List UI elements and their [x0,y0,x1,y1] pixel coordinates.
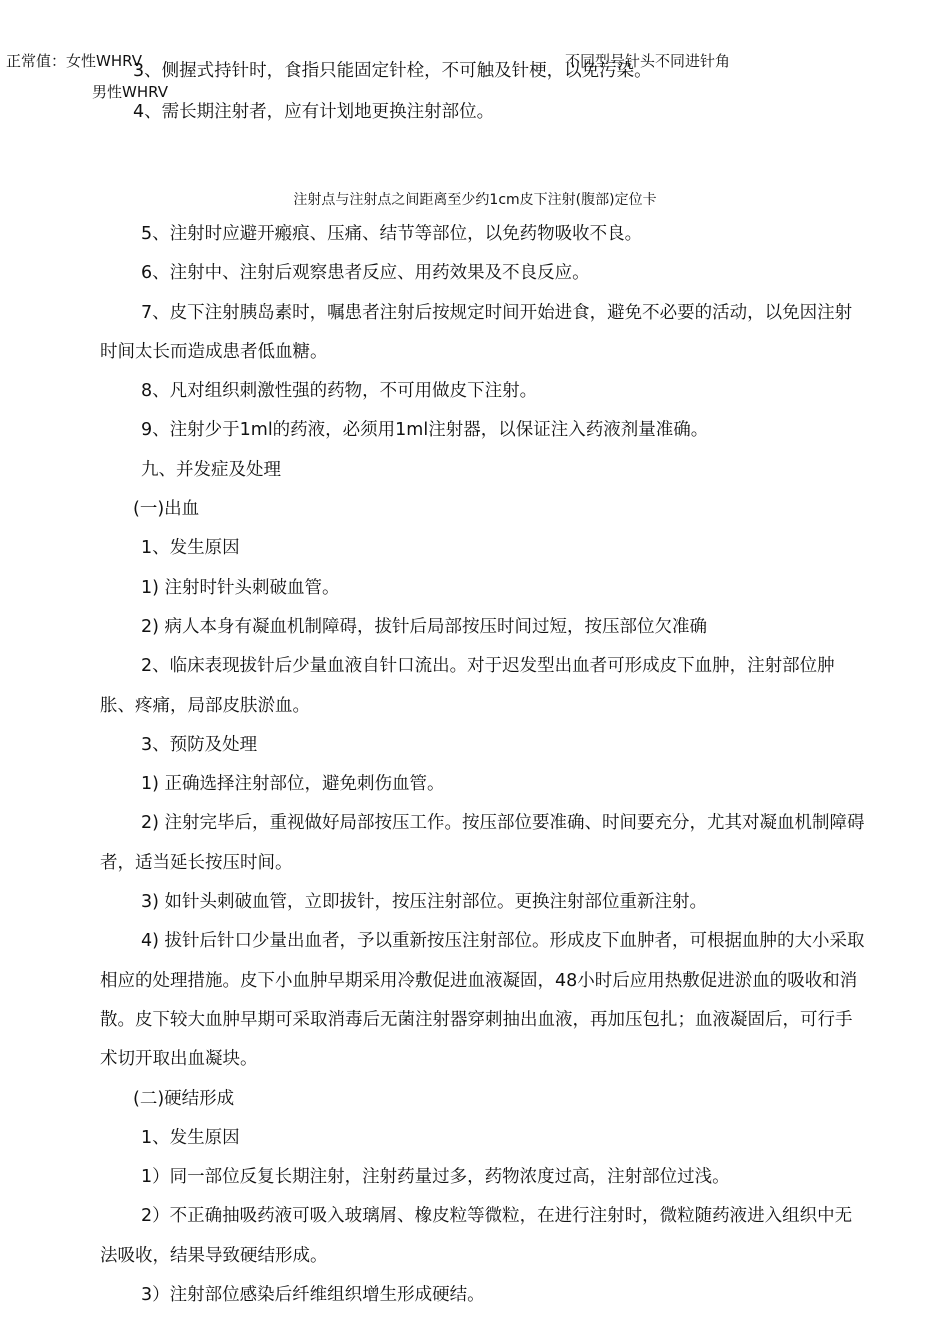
paragraph: 2) 注射完毕后，重视做好局部按压工作。按压部位要准确、时间要充分，尤其对凝血机制障碍者，适当延长按压时间。 [100,813,865,873]
paragraph: 6、注射中、注射后观察患者反应、用药效果及不良反应。 [141,263,590,284]
paragraph: 8、凡对组织刺激性强的药物，不可用做皮下注射。 [141,381,538,402]
paragraph: 2）不正确抽吸药液可吸入玻璃屑、橡皮粒等微粒，在进行注射时，微粒随药液进入组织中无法吸收，结果导致硬结形成。 [100,1206,853,1266]
paragraph: 4) 拔针后针口少量出血者，予以重新按压注射部位。形成皮下血肿者，可根据血肿的大小采取相应的处理措施。皮下小血肿早期采用冷敷促进血液凝固，48小时后应用热敷促进淤血的吸收和消散。皮下较大血肿早期可采取消毒后无菌注射器穿刺抽出血液，再加压包扎；血液凝固后，可行手术切开取出血凝块。 [100,931,865,1070]
paragraph: 2) 病人本身有凝血机制障碍，拔针后局部按压时间过短，按压部位欠准确 [141,616,708,637]
paragraph: 3）注射部位感染后纤维组织增生形成硬结。 [141,1285,485,1306]
paragraph: 1) 正确选择注射部位，避免刺伤血管。 [141,774,445,795]
normal-value-female-label: 正常值：女性WHRV [6,52,142,70]
paragraph: 1) 注射时针头刺破血管。 [141,577,340,598]
paragraph: 2、临床表现拔针后少量血液自针口流出。对于迟发型出血者可形成皮下血肿，注射部位肿胀、疼痛，局部皮肤淤血。 [100,656,835,716]
needle-angle-label: 不同型号针头不同进针角 [565,52,731,70]
paragraph: 3) 如针头刺破血管，立即拔针，按压注射部位。更换注射部位重新注射。 [141,892,708,913]
paragraph: (一)出血 [133,499,200,520]
paragraph: 7、皮下注射胰岛素时，嘱患者注射后按规定时间开始进食，避免不必要的活动，以免因注射时间太长而造成患者低血糖。 [100,302,853,362]
normal-value-male-label: 男性WHRV [92,83,168,101]
paragraph: 1、发生原因 [141,1127,240,1148]
paragraph: 3、预防及处理 [141,734,258,755]
item-4: 4、需长期注射者，应有计划地更换注射部位。 [133,102,495,122]
figure-caption: 注射点与注射点之间距离至少约1cm皮下注射(腹部)定位卡 [293,192,657,208]
paragraph: 1、发生原因 [141,538,240,559]
paragraph: 9、注射少于1ml的药液，必须用1ml注射器，以保证注入药液剂量准确。 [141,420,709,441]
item-3: 3、侧握式持针时，食指只能固定针栓，不可触及针梗，以免污染。 [133,61,652,81]
paragraph: 5、注射时应避开瘢痕、压痛、结节等部位，以免药物吸收不良。 [141,224,643,244]
paragraph: (二)硬结形成 [133,1088,235,1109]
paragraph: 1）同一部位反复长期注射，注射药量过多，药物浓度过高，注射部位过浅。 [141,1167,730,1188]
paragraph: 九、并发症及处理 [141,459,281,480]
document-body [100,215,868,1315]
